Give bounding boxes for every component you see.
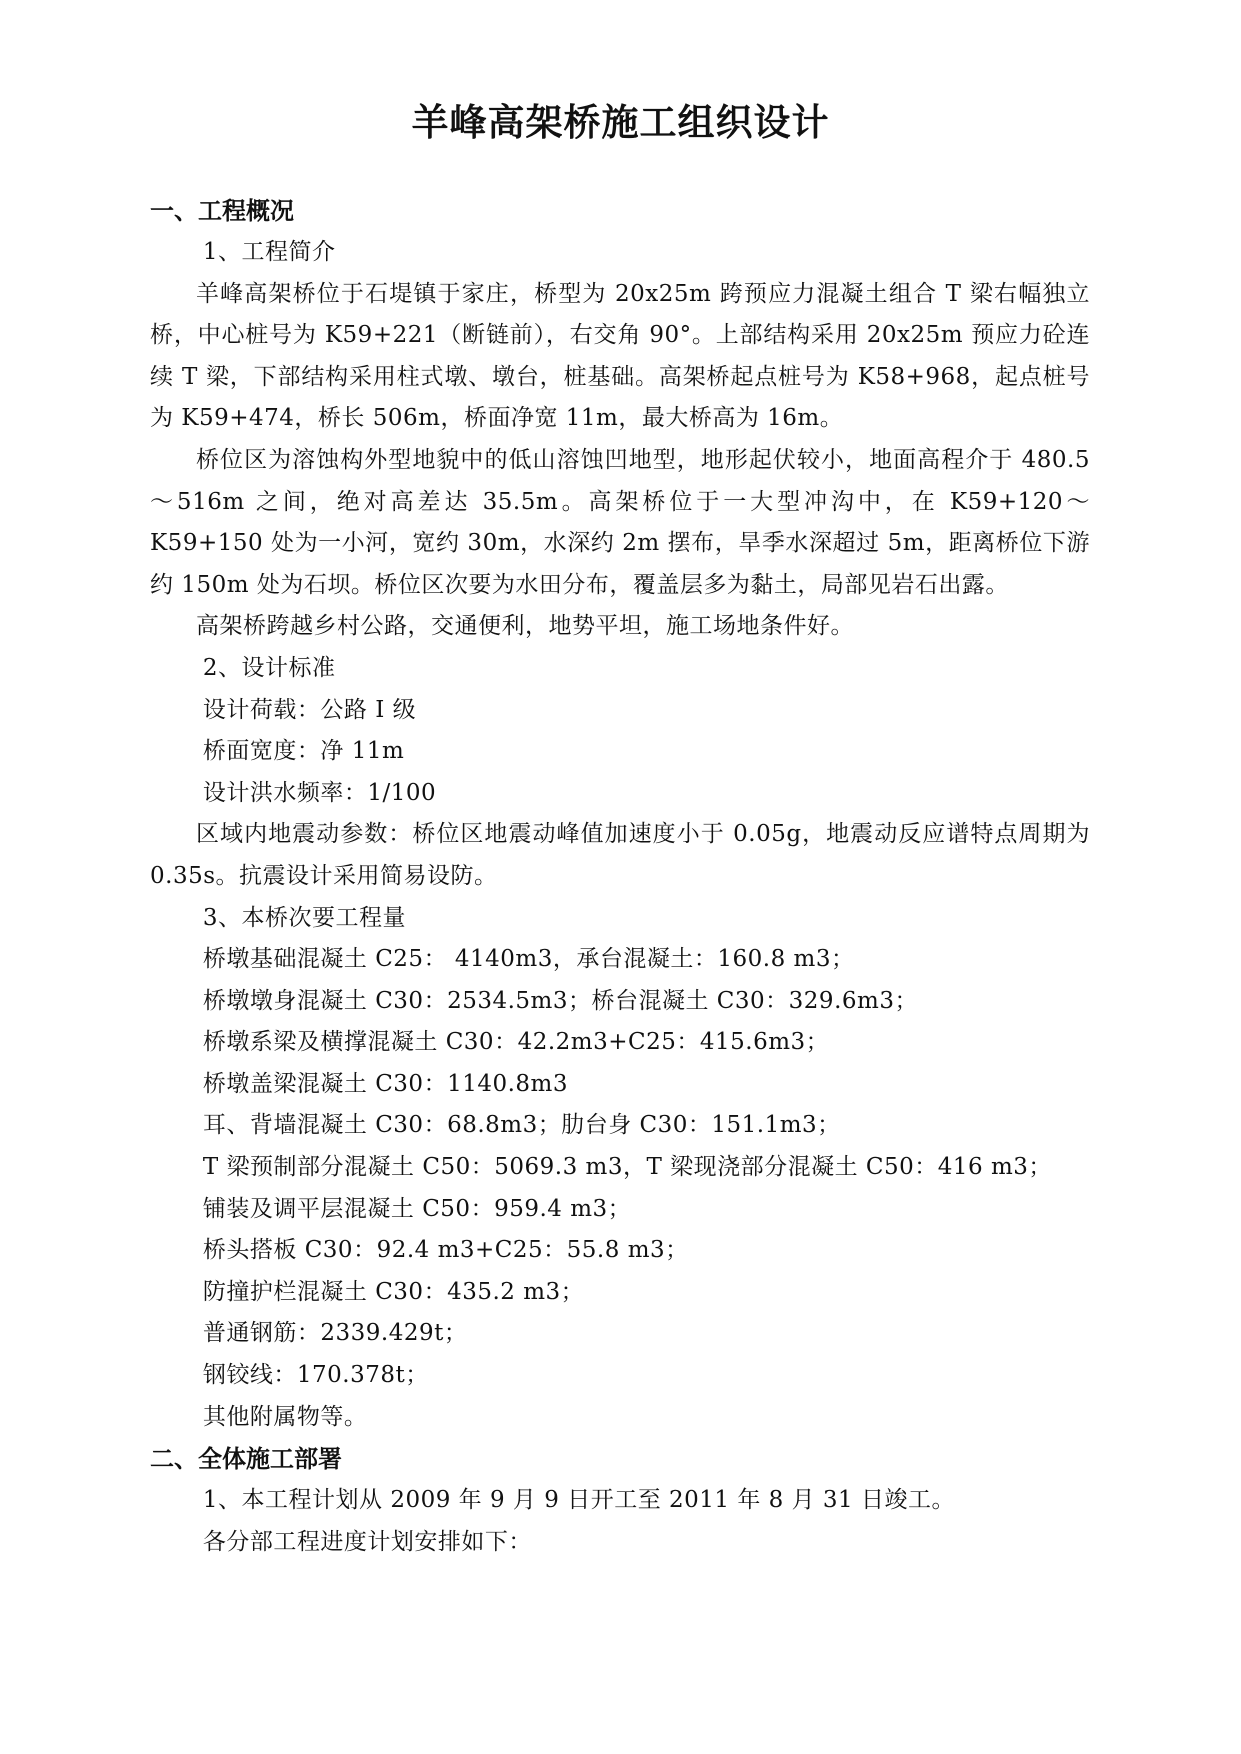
section-heading-overview: 一、工程概况 <box>150 197 294 225</box>
list-item: 钢铰线：170.378t； <box>202 1362 429 1389</box>
paragraph-seismic: 区域内地震动参数：桥位区地震动峰值加速度小于 0.05g，地震动反应谱特点周期为 0.35s。抗震设计采用简易设防。 <box>150 821 1090 889</box>
schedule-intro: 各分部工程进度计划安排如下： <box>202 1528 532 1555</box>
list-item: 耳、背墙混凝土 C30：68.8m3；肋台身 C30：151.1m3； <box>202 1112 841 1139</box>
document-title: 羊峰高架桥施工组织设计 <box>411 101 830 144</box>
quantities-list <box>150 939 1090 1438</box>
list-item: 桥墩基础混凝土 C25： 4140m3，承台混凝土：160.8 m3； <box>202 946 855 973</box>
paragraph-terrain: 桥位区为溶蚀构外型地貌中的低山溶蚀凹地型，地形起伏较小，地面高程介于 480.5～516m 之间，绝对高差达 35.5m。高架桥位于一大型冲沟中，在 K59+120～K59+150 处为一小河，宽约 30m，水深约 2m 摆布，旱季水深超过 5m，距离桥位下游约 150m 处为石坝。桥位区次要为水田分布，覆盖层多为黏土，局部见岩石出露。 <box>150 446 1090 598</box>
list-item: 桥头搭板 C30：92.4 m3+C25：55.8 m3； <box>202 1237 689 1264</box>
schedule-statement: 1、本工程计划从 2009 年 9 月 9 日开工至 2011 年 8 月 31 日竣工。 <box>202 1487 955 1514</box>
paragraph-traffic: 高架桥跨越乡村公路，交通便利，地势平坦，施工场地条件好。 <box>196 613 854 640</box>
subheading-quantities: 3、本桥次要工程量 <box>202 904 407 931</box>
list-item: 普通钢筋：2339.429t； <box>202 1320 468 1347</box>
list-item: 桥墩墩身混凝土 C30：2534.5m3；桥台混凝土 C30：329.6m3； <box>202 987 918 1014</box>
list-item: T 梁预制部分混凝土 C50：5069.3 m3，T 梁现浇部分混凝土 C50：416 m3； <box>202 1154 1052 1181</box>
list-item: 铺装及调平层混凝土 C50：959.4 m3； <box>202 1195 632 1222</box>
list-item: 桥墩盖梁混凝土 C30：1140.8m3 <box>202 1070 568 1097</box>
standard-design-load: 设计荷载：公路 I 级 <box>202 696 417 723</box>
standard-flood-frequency: 设计洪水频率：1/100 <box>202 779 437 806</box>
document-body <box>150 190 1090 1563</box>
list-item: 桥墩系梁及横撑混凝土 C30：42.2m3+C25：415.6m3； <box>202 1029 830 1056</box>
list-item: 防撞护栏混凝土 C30：435.2 m3； <box>202 1278 585 1305</box>
paragraph-bridge-description: 羊峰高架桥位于石堤镇于家庄，桥型为 20x25m 跨预应力混凝土组合 T 梁右幅独立桥，中心桩号为 K59+221（断链前），右交角 90°。上部结构采用 20x25m 预应力砼连续 T 梁，下部结构采用柱式墩、墩台，桩基础。高架桥起点桩号为 K58+968，起点桩号为 K59+474，桥长 506m，桥面净宽 11m，最大桥高为 16m。 <box>150 280 1090 432</box>
subheading-design-standards: 2、设计标准 <box>202 654 336 681</box>
subheading-project-intro: 1、工程简介 <box>202 239 336 265</box>
list-item: 其他附属物等。 <box>202 1403 368 1430</box>
section-heading-deployment: 二、全体施工部署 <box>150 1445 342 1474</box>
standard-deck-width: 桥面宽度：净 11m <box>202 738 405 765</box>
